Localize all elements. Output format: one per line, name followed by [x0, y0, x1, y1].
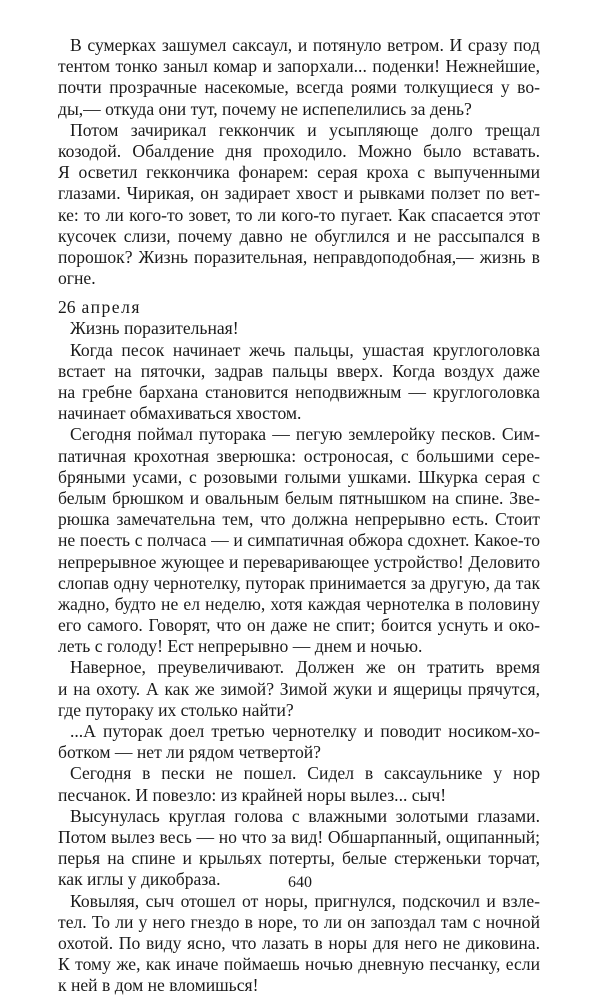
text-line: и на охоту. А как же зимой? Зимой жуки и ящерицы прячутся, [58, 679, 540, 700]
text-line: Сегодня поймал путорака — пегую землеройку песков. Сим- [58, 424, 540, 445]
text-line: Я осветил геккончика фонарем: серая кроха с выпученными [58, 162, 540, 183]
text-line: рюшка замечательна тем, что должна непрерывно есть. Стоит [58, 509, 540, 530]
text-line: кусочек слизи, почему давно не обуглился и не рассыпался в [58, 226, 540, 247]
text-line: не поесть с полчаса — и симпатичная обжора сдохнет. Какое-то [58, 530, 540, 551]
paragraph [58, 424, 540, 657]
text-line: К тому же, как иначе поймаешь ночью дневную песчанку, если [58, 954, 540, 975]
text-line: ...А путорак доел третью чернотелку и поводит носиком-хо- [58, 721, 540, 742]
paragraph [58, 35, 540, 120]
paragraph [58, 657, 540, 721]
text-line: перья на спине и крыльях потерты, белые стерженьки торчат, [58, 848, 540, 869]
text-line: к ней в дом не вломишься! [58, 975, 540, 996]
text-line: тел. То ли у него гнездо в норе, то ли он запоздал там с ночной [58, 912, 540, 933]
text-line: встает на пяточки, задрав пальцы вверх. Когда воздух даже [58, 361, 540, 382]
page-number: 640 [0, 874, 600, 892]
text-line: бряными усами, с розовыми голыми ушками. Шкурка серая с [58, 467, 540, 488]
text-line: белым брюшком и овальным белым пятнышком на спине. Зве- [58, 488, 540, 509]
text-line: леть с голоду! Ест непрерывно — днем и ночью. [58, 636, 540, 657]
text-line: огне. [58, 268, 540, 289]
paragraph [58, 721, 540, 763]
text-line: ботком — нет ли рядом четвертой? [58, 742, 540, 763]
date-heading [58, 297, 540, 318]
text-line: Высунулась круглая голова с влажными золотыми глазами. [58, 806, 540, 827]
paragraph [58, 763, 540, 805]
text-line: патичная крохотная зверюшка: остроносая, с большими сере- [58, 446, 540, 467]
text-line: начинает обмахиваться хвостом. [58, 403, 540, 424]
text-line: порошок? Жизнь поразительная, неправдоподобная,— жизнь в [58, 247, 540, 268]
text-line: жадно, будто не ел неделю, хотя каждая чернотелка в половину [58, 594, 540, 615]
paragraph [58, 318, 540, 339]
paragraph [58, 891, 540, 996]
text-line: Жизнь поразительная! [58, 318, 540, 339]
text-line: Потом зачирикал геккончик и усыпляюще долго трещал [58, 120, 540, 141]
body-text [58, 35, 540, 996]
date-month: апреля [82, 297, 141, 317]
text-line: непрерывное жующее и переваривающее устройство! Деловито [58, 552, 540, 573]
text-line: почти прозрачные насекомые, всегда роями толкущиеся у во- [58, 77, 540, 98]
text-line: козодой. Обалдение дня проходило. Можно было вставать. [58, 141, 540, 162]
text-line: ке: то ли кого-то зовет, то ли кого-то пугает. Как спасается этот [58, 205, 540, 226]
text-line: на гребне бархана становится неподвижным — круглоголовка [58, 382, 540, 403]
text-line: Потом вылез весь — но что за вид! Обшарпанный, ощипанный; [58, 827, 540, 848]
paragraph [58, 340, 540, 425]
text-line: как иглы у дикобраза. [58, 869, 540, 890]
date-day: 26 [58, 297, 76, 317]
text-line: Сегодня в пески не пошел. Сидел в саксаульнике у нор [58, 763, 540, 784]
text-line: В сумерках зашумел саксаул, и потянуло ветром. И сразу под [58, 35, 540, 56]
text-line: слопав одну чернотелку, путорак принимается за другую, да так [58, 573, 540, 594]
text-line: его самого. Говорят, что он даже не спит; боится уснуть и око- [58, 615, 540, 636]
text-line: песчанок. И повезло: из крайней норы вылез... сыч! [58, 785, 540, 806]
text-line: охотой. По виду ясно, что лазать в норы для него не диковина. [58, 933, 540, 954]
text-line: Наверное, преувеличивают. Должен же он тратить время [58, 657, 540, 678]
text-line: Ковыляя, сыч отошел от норы, пригнулся, подскочил и взле- [58, 891, 540, 912]
text-line: ды,— откуда они тут, почему не испепелились за день? [58, 99, 540, 120]
text-line: где путораку их столько найти? [58, 700, 540, 721]
text-line: тентом тонко заныл комар и запорхали... поденки! Нежнейшие, [58, 56, 540, 77]
text-line: глазами. Чирикая, он задирает хвост и рывками ползет по вет- [58, 183, 540, 204]
text-line: Когда песок начинает жечь пальцы, ушастая круглоголовка [58, 340, 540, 361]
paragraph [58, 120, 540, 290]
